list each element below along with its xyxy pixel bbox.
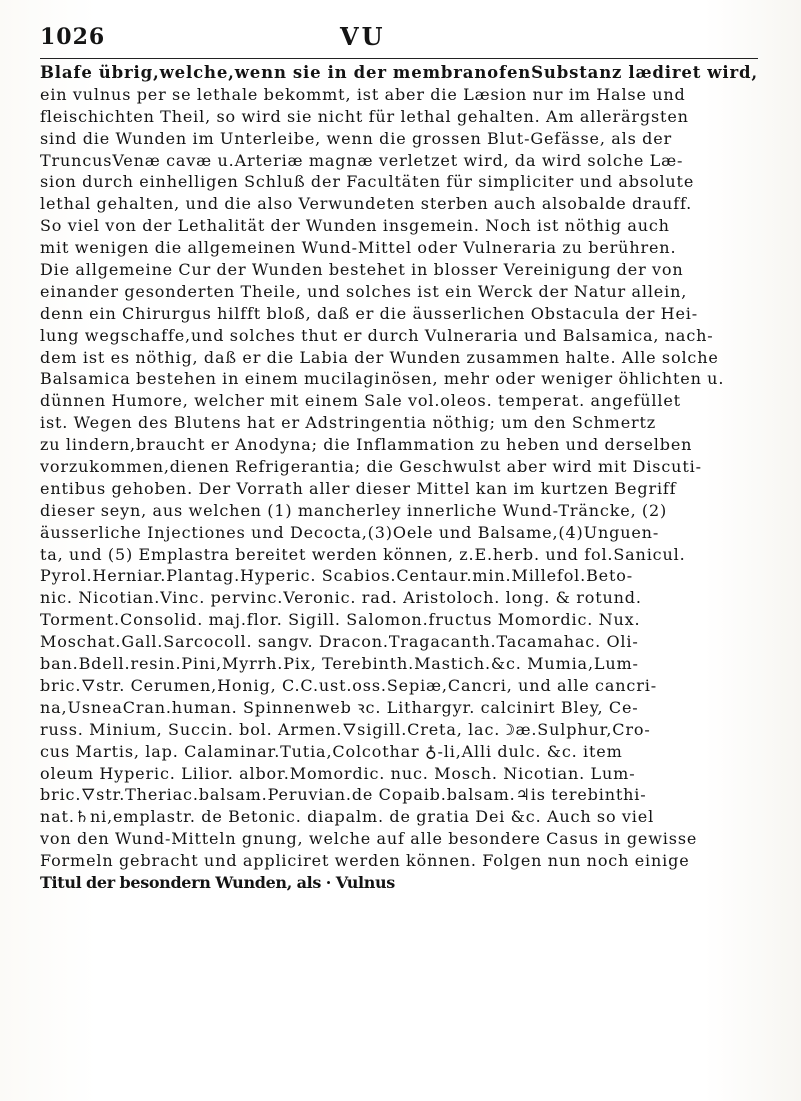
text-line: dünnen Humore, welcher mit einem Sale vol.oleos. temperat. angefüllet (40, 391, 681, 411)
text-line: äusserliche Injectiones und Decocta,(3)Oele und Balsame,(4)Unguen- (40, 522, 660, 542)
text-line: bric.🜄str.Theriac.balsam.Peruvian.de Copaib.balsam.♃is terebinthi- (40, 785, 647, 805)
text-line: Die allgemeine Cur der Wunden bestehet in blosser Vereinigung der von (40, 260, 684, 280)
text-line: ban.Bdell.resin.Pini,Myrrh.Pix, Terebinth.Mastich.&c. Mumia,Lum- (40, 654, 639, 674)
body-text (40, 62, 758, 894)
header-rule (40, 58, 758, 59)
text-line: sion durch einhelligen Schluß der Facultäten für simpliciter und absolute (40, 172, 695, 192)
text-line: lethal gehalten, und die also Verwundeten sterben auch alsobalde drauff. (40, 194, 693, 214)
text-line: fleischichten Theil, so wird sie nicht für lethal gehalten. Am allerärgsten (40, 106, 689, 126)
text-line: vorzukommen,dienen Refrigerantia; die Geschwulst aber wird mit Discuti- (40, 457, 702, 477)
page-number: 1026 (40, 24, 106, 50)
text-line: nic. Nicotian.Vinc. pervinc.Veronic. rad. Aristoloch. long. & rotund. (40, 588, 642, 608)
running-head: VU (340, 22, 386, 51)
text-line: russ. Minium, Succin. bol. Armen.🜄sigill.Creta, lac. ☽æ.Sulphur,Cro- (40, 719, 651, 739)
text-line: entibus gehoben. Der Vorrath aller dieser Mittel kan im kurtzen Begriff (40, 478, 677, 498)
text-line: ein vulnus per se lethale bekommt, ist aber die Læsion nur im Halse und (40, 84, 686, 104)
text-line: nat.♄ni,emplastr. de Betonic. diapalm. de gratia Dei &c. Auch so viel (40, 807, 655, 827)
text-line: zu lindern,braucht er Anodyna; die Inflammation zu heben und derselben (40, 435, 693, 455)
text-line: Balsamica bestehen in einem mucilaginösen, mehr oder weniger öhlichten u. (40, 369, 725, 389)
text-line: na,UsneaCran.human. Spinnenweb ꝛc. Lithargyr. calcinirt Bley, Ce- (40, 697, 639, 717)
text-line: Torment.Consolid. maj.flor. Sigill. Salomon.fructus Momordic. Nux. (40, 610, 641, 630)
text-line: ist. Wegen des Blutens hat er Adstringentia nöthig; um den Schmertz (40, 413, 657, 433)
text-line: dem ist es nöthig, daß er die Labia der Wunden zusammen halte. Alle solche (40, 347, 719, 367)
text-line: cus Martis, lap. Calaminar.Tutia,Colcothar ♁-li,Alli dulc. &c. item (40, 741, 623, 761)
text-line: Formeln gebracht und appliciret werden können. Folgen nun noch einige (40, 851, 690, 871)
text-line: TruncusVenæ cavæ u.Arteriæ magnæ verletzet wird, da wird solche Læ- (40, 150, 684, 170)
text-line: ta, und (5) Emplastra bereitet werden können, z.E.herb. und fol.Sanicul. (40, 544, 686, 564)
text-line: oleum Hyperic. Lilior. albor.Momordic. nuc. Mosch. Nicotian. Lum- (40, 763, 636, 783)
text-line: Titul der besondern Wunden, als · Vulnus (40, 872, 395, 892)
text-line: So viel von der Lethalität der Wunden insgemein. Noch ist nöthig auch (40, 216, 670, 236)
text-line: sind die Wunden im Unterleibe, wenn die grossen Blut-Gefässe, als der (40, 128, 673, 148)
text-line: Blafe übrig,welche,wenn sie in der membranofenSubstanz lædiret wird, (40, 63, 758, 82)
text-line: Moschat.Gall.Sarcocoll. sangv. Dracon.Tragacanth.Tacamahac. Oli- (40, 632, 639, 652)
page-header (40, 22, 758, 52)
text-line: einander gesonderten Theile, und solches ist ein Werck der Natur allein, (40, 281, 688, 301)
text-line: bric.🜄str. Cerumen,Honig, C.C.ust.oss.Sepiæ,Cancri, und alle cancri- (40, 675, 657, 695)
text-line: denn ein Chirurgus hilfft bloß, daß er die äusserlichen Obstacula der Hei- (40, 303, 698, 323)
text-line: von den Wund-Mitteln gnung, welche auf alle besondere Casus in gewisse (40, 829, 698, 849)
text-line: Pyrol.Herniar.Plantag.Hyperic. Scabios.Centaur.min.Millefol.Beto- (40, 566, 634, 586)
text-line: lung wegschaffe,und solches thut er durch Vulneraria und Balsamica, nach- (40, 325, 714, 345)
text-line: mit wenigen die allgemeinen Wund-Mittel oder Vulneraria zu berühren. (40, 238, 677, 258)
text-line: dieser seyn, aus welchen (1) mancherley innerliche Wund-Träncke, (2) (40, 500, 668, 520)
